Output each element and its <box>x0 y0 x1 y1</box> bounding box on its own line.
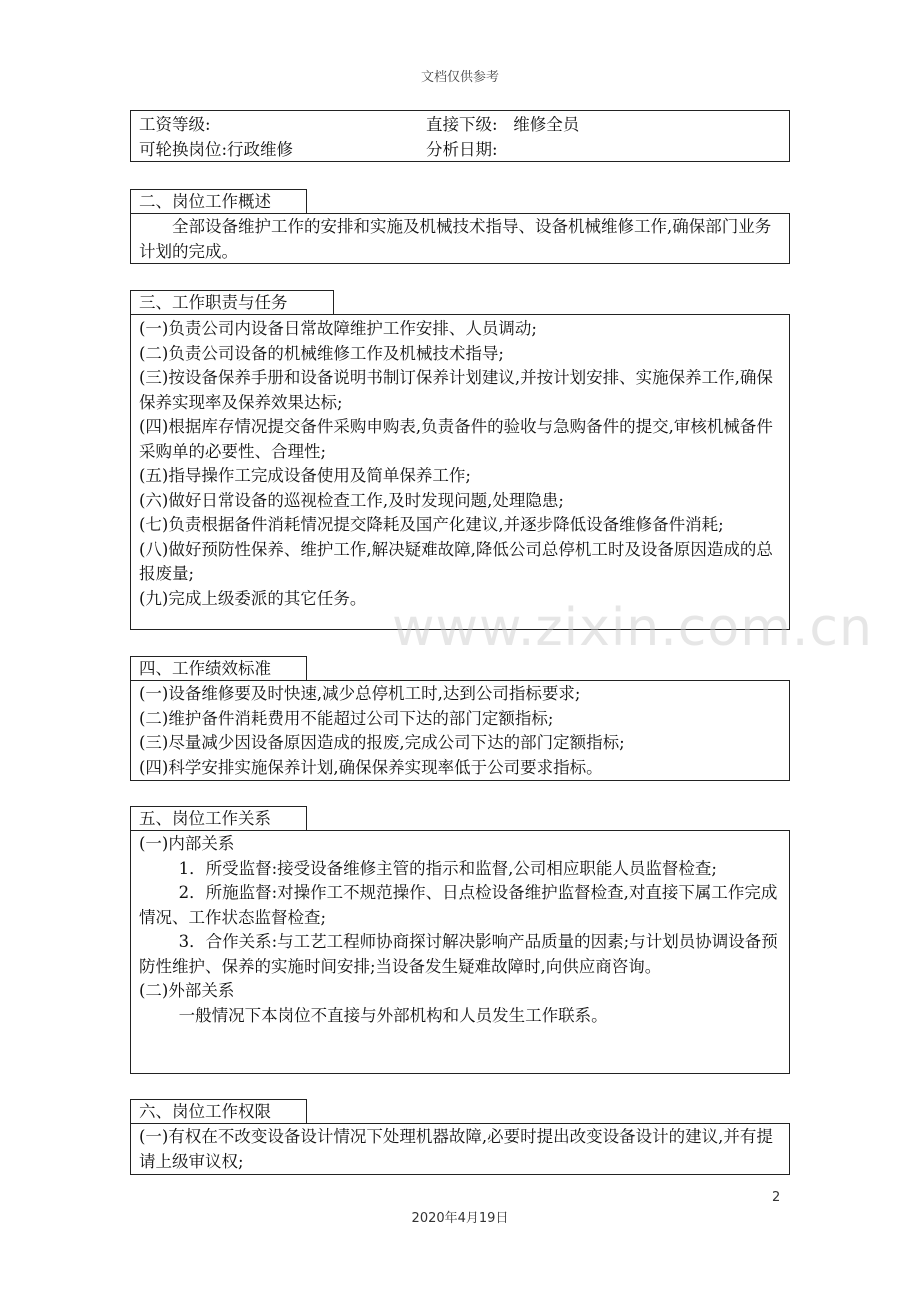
direct-subordinate: 直接下级: 维修全员 <box>426 115 580 134</box>
section-title-authority: 六、岗位工作权限 <box>130 1099 307 1124</box>
performance-item: (四)科学安排实施保养计划,确保保养实现率低于公司要求指标。 <box>139 757 603 777</box>
basic-info-row-1 <box>139 113 781 138</box>
section-title-duties: 三、工作职责与任务 <box>130 290 334 315</box>
internal-relation-item: 3．合作关系:与工艺工程师协商探讨解决影响产品质量的因素;与计划员协调设备预防性维护、保养的实施时间安排;当设备发生疑难故障时,向供应商咨询。 <box>139 932 778 976</box>
external-relations-heading: (二)外部关系 <box>139 981 235 1000</box>
overview-text: 全部设备维护工作的安排和实施及机械技术指导、设备机械维修工作,确保部门业务计划的完成。 <box>139 217 772 261</box>
section-body-relations <box>130 830 790 1074</box>
duty-item: (二)负责公司设备的机械维修工作及机械技术指导; <box>139 343 504 363</box>
analysis-date-label: 分析日期: <box>426 139 498 159</box>
duty-item: (一)负责公司内设备日常故障维护工作安排、人员调动; <box>139 319 537 338</box>
basic-info-table <box>130 110 790 162</box>
basic-info-row-2 <box>139 138 781 163</box>
footer-date: 2020年4月19日 <box>411 1211 509 1226</box>
performance-item: (二)维护备件消耗费用不能超过公司下达的部门定额指标; <box>139 708 554 728</box>
performance-item: (三)尽量减少因设备原因造成的报废,完成公司下达的部门定额指标; <box>139 733 625 752</box>
header-note: 文档仅供参考 <box>420 70 499 85</box>
section-title-relations: 五、岗位工作关系 <box>130 806 307 831</box>
rotatable-post: 可轮换岗位:行政维修 <box>139 139 294 159</box>
salary-grade-label: 工资等级: <box>139 115 211 134</box>
watermark: www.zixin.com.cn <box>392 598 873 658</box>
section-body-overview <box>130 213 790 264</box>
duty-item: (四)根据库存情况提交备件采购申购表,负责备件的验收与急购备件的提交,审核机械备件采购单的必要性、合理性; <box>139 417 773 461</box>
duty-item: (九)完成上级委派的其它任务。 <box>139 588 367 608</box>
duty-item: (七)负责根据备件消耗情况提交降耗及国产化建议,并逐步降低设备维修备件消耗; <box>139 515 724 534</box>
page-number: 2 <box>772 1190 781 1205</box>
section-body-performance <box>130 680 790 781</box>
section-title-performance: 四、工作绩效标准 <box>130 656 307 681</box>
duty-item: (三)按设备保养手册和设备说明书制订保养计划建议,并按计划安排、实施保养工作,确保保养实现率及保养效果达标; <box>139 368 773 412</box>
internal-relations-heading: (一)内部关系 <box>139 834 235 853</box>
authority-item: (一)有权在不改变设备设计情况下处理机器故障,必要时提出改变设备设计的建议,并有提请上级审议权; <box>139 1127 773 1171</box>
internal-relation-item: 2．所施监督:对操作工不规范操作、日点检设备维护监督检查,对直接下属工作完成情况、工作状态监督检查; <box>139 883 778 927</box>
duty-item: (八)做好预防性保养、维护工作,解决疑难故障,降低公司总停机工时及设备原因造成的总报废量; <box>139 539 773 583</box>
section-body-duties <box>130 314 790 630</box>
duty-item: (六)做好日常设备的巡视检查工作,及时发现问题,处理隐患; <box>139 490 564 510</box>
duty-item: (五)指导操作工完成设备使用及简单保养工作; <box>139 466 471 485</box>
section-body-authority <box>130 1123 790 1175</box>
section-title-overview: 二、岗位工作概述 <box>130 189 307 214</box>
external-relations-text: 一般情况下本岗位不直接与外部机构和人员发生工作联系。 <box>178 1005 608 1025</box>
internal-relation-item: 1．所受监督:接受设备维修主管的指示和监督,公司相应职能人员监督检查; <box>178 858 717 878</box>
performance-item: (一)设备维修要及时快速,减少总停机工时,达到公司指标要求; <box>139 684 581 703</box>
